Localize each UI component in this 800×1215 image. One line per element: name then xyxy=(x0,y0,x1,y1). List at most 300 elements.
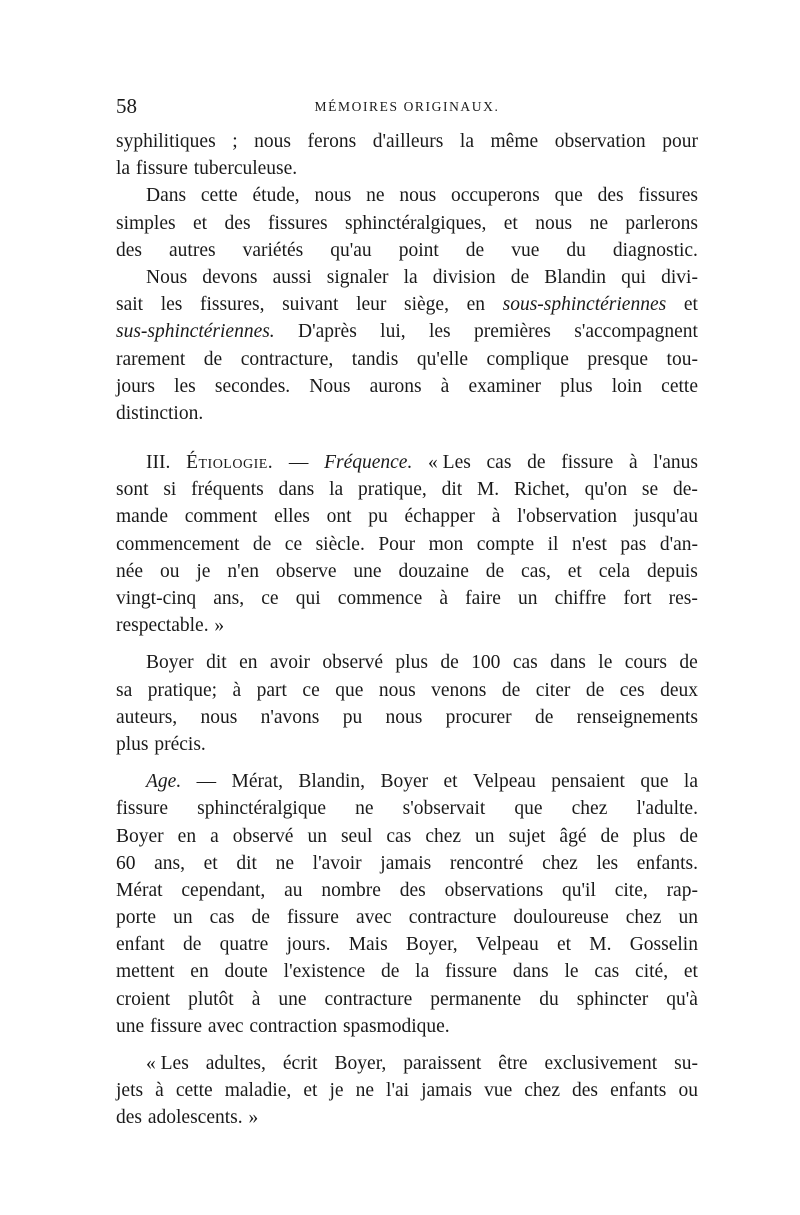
word: pratique; xyxy=(147,679,218,701)
word: ne xyxy=(366,185,385,207)
text-line xyxy=(116,182,698,209)
word: fort xyxy=(623,588,652,609)
word: des xyxy=(116,239,142,261)
word: jamais xyxy=(380,852,432,874)
word: presque xyxy=(587,348,649,370)
word: jusqu'au xyxy=(633,506,698,528)
word: nombre xyxy=(321,879,381,901)
word: sphinctéralgiques, xyxy=(345,212,487,234)
word: jets xyxy=(116,1080,144,1102)
word: renseignements xyxy=(576,706,698,728)
word: mettent xyxy=(116,961,175,983)
word: contracture xyxy=(324,988,413,1010)
word: chez xyxy=(571,798,608,820)
text-line xyxy=(116,373,698,400)
word: pu xyxy=(342,706,363,728)
word: adultes, xyxy=(205,1053,266,1074)
word: vue xyxy=(511,239,540,261)
word: observé xyxy=(322,652,384,674)
word: dans xyxy=(550,652,586,674)
word: Blandin, xyxy=(298,771,366,793)
text-line xyxy=(116,558,698,585)
word: que xyxy=(640,771,669,793)
word: vingt-cinq xyxy=(116,588,197,609)
word: 60 xyxy=(116,852,136,874)
word: et xyxy=(683,961,698,983)
word: devons xyxy=(202,266,258,288)
word: divi- xyxy=(661,266,698,288)
word: que xyxy=(335,679,364,701)
word: contracture xyxy=(408,907,497,929)
text-line xyxy=(116,128,698,155)
section-number: III. xyxy=(146,452,171,474)
word: un xyxy=(173,907,193,929)
word: siècle. xyxy=(315,533,365,555)
word: ans, xyxy=(154,852,186,874)
word: jours xyxy=(116,375,155,397)
word: fissure xyxy=(150,1015,202,1037)
word: un xyxy=(307,825,327,847)
word: de xyxy=(534,706,554,728)
italic-term: sous-sphinctériennes xyxy=(502,294,667,316)
word: Velpeau xyxy=(473,771,536,793)
text-line xyxy=(116,1104,698,1131)
word: auteurs, xyxy=(116,706,178,728)
word: cas xyxy=(512,652,538,674)
word: 100 xyxy=(471,652,501,674)
word: cité, xyxy=(635,961,669,983)
word: avec xyxy=(207,1015,244,1037)
word: de xyxy=(465,239,485,261)
word: commence xyxy=(337,588,423,609)
section-heading-line xyxy=(116,449,698,476)
word: l'avoir xyxy=(312,852,362,874)
word: D'après xyxy=(298,321,357,343)
word: citer xyxy=(535,679,571,701)
word: de xyxy=(585,679,605,701)
word: depuis xyxy=(646,560,698,582)
word: cours xyxy=(624,652,668,674)
word: un xyxy=(475,825,495,847)
word: la xyxy=(329,479,344,501)
word: cette xyxy=(200,185,238,207)
word: ou xyxy=(678,1080,698,1102)
word: des xyxy=(224,212,251,234)
text-line xyxy=(116,585,698,612)
word: écrit xyxy=(282,1053,318,1074)
word: observe xyxy=(275,560,337,582)
word: a xyxy=(210,825,219,847)
word: examiner xyxy=(468,375,541,397)
word: d'ailleurs xyxy=(372,131,444,152)
word: qui xyxy=(621,266,647,288)
text-line xyxy=(116,318,698,345)
word: chiffre xyxy=(554,588,607,609)
word: maladie, xyxy=(224,1080,292,1102)
word: loin xyxy=(611,375,643,397)
word: quatre xyxy=(219,934,269,956)
word: cas xyxy=(486,452,512,474)
word: spasmodique. xyxy=(342,1015,450,1037)
word: autres xyxy=(169,239,216,261)
word: de xyxy=(485,560,505,582)
word: nous xyxy=(378,679,416,701)
word: douzaine xyxy=(398,560,469,582)
word: chez xyxy=(425,825,462,847)
text-line xyxy=(116,612,698,639)
paragraph-gap xyxy=(116,1040,698,1050)
word: fissures xyxy=(638,185,698,207)
word: Mais xyxy=(348,934,388,956)
word: cite, xyxy=(614,879,648,901)
word: chez xyxy=(625,907,662,929)
word: nous xyxy=(385,706,423,728)
text-line xyxy=(116,531,698,558)
word: en xyxy=(466,294,485,316)
word: enfants. xyxy=(636,852,698,874)
word: qu'au xyxy=(330,239,372,261)
word: les xyxy=(174,375,196,397)
word: faire xyxy=(465,588,501,609)
word: Gosselin xyxy=(629,934,698,956)
word: contraction xyxy=(249,1015,338,1037)
text-line xyxy=(116,155,698,182)
word: jours. xyxy=(286,934,331,956)
word: observé xyxy=(232,825,294,847)
word: les xyxy=(428,321,451,343)
word: ne xyxy=(275,852,295,874)
word: je xyxy=(329,1080,344,1102)
word: de xyxy=(440,652,459,674)
paragraph-gap xyxy=(116,758,698,768)
word: cas xyxy=(594,961,620,983)
word: l'existence xyxy=(283,961,366,983)
word: la xyxy=(415,961,430,983)
word: observation xyxy=(554,131,646,152)
word: occuperons xyxy=(450,185,540,207)
text-line xyxy=(116,877,698,904)
word: premières xyxy=(474,321,551,343)
word: sont xyxy=(116,479,149,501)
word: à xyxy=(232,679,242,701)
word: leur xyxy=(356,294,387,316)
word: dit xyxy=(236,852,257,874)
word: elles xyxy=(274,506,310,528)
word: fissures xyxy=(267,212,328,234)
word: croient xyxy=(116,988,171,1010)
word: dans xyxy=(512,961,549,983)
word: ce xyxy=(284,533,303,555)
word: et xyxy=(203,852,218,874)
word: échapper xyxy=(404,506,475,528)
word: cela xyxy=(598,560,631,582)
word: douloureuse xyxy=(513,907,609,929)
word: ans, xyxy=(213,588,245,609)
word: je xyxy=(196,560,211,582)
word: simples xyxy=(116,212,176,234)
word: point xyxy=(398,239,439,261)
word: qu'elle xyxy=(416,348,469,370)
word: chez xyxy=(542,852,578,874)
word: Pour xyxy=(378,533,416,555)
word: diagnostic. xyxy=(612,239,698,261)
word: de- xyxy=(672,479,698,501)
word: deux xyxy=(660,679,698,701)
text-line xyxy=(116,503,698,530)
word: du xyxy=(566,239,586,261)
text-line xyxy=(116,931,698,958)
word: une xyxy=(278,988,307,1010)
word: nous xyxy=(535,212,573,234)
word: suivant xyxy=(282,294,339,316)
word: se xyxy=(641,479,659,501)
word: lui, xyxy=(380,321,406,343)
word: fissure xyxy=(561,452,614,474)
word: signaler xyxy=(326,266,389,288)
word: variétés xyxy=(242,239,304,261)
word: enfants xyxy=(610,1080,667,1102)
word: de xyxy=(600,825,619,847)
word: Boyer xyxy=(116,825,164,847)
word: pour xyxy=(662,131,698,152)
word: la xyxy=(459,131,474,152)
word: à xyxy=(628,452,638,474)
word: respectable. xyxy=(116,615,209,637)
word: une xyxy=(353,560,382,582)
word: et xyxy=(193,212,208,234)
word: de xyxy=(510,266,530,288)
word: fissure xyxy=(116,798,168,820)
body-text xyxy=(116,128,698,1132)
word: des xyxy=(116,1107,142,1129)
word: être xyxy=(498,1053,528,1074)
word: fissures, xyxy=(200,294,265,316)
word: et xyxy=(303,1080,318,1102)
word: nous xyxy=(254,131,291,152)
paragraph-gap xyxy=(116,639,698,649)
section-title: Étiologie. xyxy=(186,452,274,474)
word: res- xyxy=(668,588,698,609)
word: secondes. xyxy=(214,375,291,397)
word: Boyer xyxy=(146,652,194,674)
text-line xyxy=(116,346,698,373)
word: un xyxy=(517,588,538,609)
word: nous xyxy=(314,185,352,207)
word: plus xyxy=(560,375,593,397)
word: de xyxy=(501,679,521,701)
word: ne xyxy=(589,212,608,234)
word: qu'il xyxy=(562,879,596,901)
word: du xyxy=(539,988,559,1010)
subsection-title: Fréquence. xyxy=(324,452,413,474)
word: Dans xyxy=(146,185,187,207)
word: ne xyxy=(355,798,374,820)
word: plus xyxy=(395,652,428,674)
word: Boyer xyxy=(380,771,429,793)
word: l'adulte. xyxy=(636,798,698,820)
text-line xyxy=(116,958,698,985)
word: jamais xyxy=(421,1080,473,1102)
word: et xyxy=(503,212,518,234)
word: procurer xyxy=(445,706,512,728)
word: doute xyxy=(224,961,268,983)
text-line xyxy=(116,986,698,1013)
word: les xyxy=(160,294,183,316)
word: ces xyxy=(619,679,645,701)
word: la xyxy=(116,158,131,180)
text-line xyxy=(116,1050,698,1077)
word: la xyxy=(403,266,418,288)
word: fissure xyxy=(286,907,339,929)
word: des xyxy=(572,1080,599,1102)
word: le xyxy=(564,961,579,983)
word: sphincter xyxy=(576,988,649,1010)
word: en xyxy=(239,652,258,674)
word: comment xyxy=(184,506,258,528)
word: à xyxy=(155,1080,164,1102)
word: étude, xyxy=(252,185,300,207)
word: ferons xyxy=(307,131,357,152)
text-line xyxy=(116,210,698,237)
word: cette xyxy=(175,1080,213,1102)
word: pratique, xyxy=(357,479,427,501)
word: paraissent xyxy=(403,1053,482,1074)
word: Mérat, xyxy=(231,771,283,793)
word: précis. xyxy=(154,733,206,755)
text-line xyxy=(116,237,698,264)
word: Richet, xyxy=(514,479,570,501)
word: ce xyxy=(302,679,320,701)
word: mande xyxy=(116,506,168,528)
word: nous xyxy=(200,706,238,728)
word: M. xyxy=(589,934,612,956)
word: syphilitiques xyxy=(116,131,216,152)
italic-term: Age. xyxy=(146,771,182,793)
text-line xyxy=(116,1013,698,1040)
word: si xyxy=(163,479,177,501)
word: de xyxy=(252,533,272,555)
word: d'an- xyxy=(659,533,698,555)
word: s'accompagnent xyxy=(574,321,698,343)
word: cas xyxy=(209,907,235,929)
word: même xyxy=(490,131,539,152)
word: ont xyxy=(326,506,352,528)
word: et xyxy=(683,294,698,316)
word: de xyxy=(679,652,698,674)
word: des xyxy=(399,879,426,901)
word: avec xyxy=(355,907,392,929)
word: plutôt xyxy=(188,988,234,1010)
word: venons xyxy=(431,679,487,701)
word: plus xyxy=(116,733,149,755)
word: vue xyxy=(484,1080,513,1102)
word: la xyxy=(683,771,698,793)
word: siège, xyxy=(404,294,449,316)
word: rencontré xyxy=(449,852,524,874)
word: Mérat xyxy=(116,879,163,901)
word: qu'à xyxy=(666,988,698,1010)
word: Blandin xyxy=(544,266,606,288)
text-line xyxy=(116,1077,698,1104)
word: aurons xyxy=(369,375,422,397)
word: ou xyxy=(159,560,180,582)
word: cependant, xyxy=(181,879,266,901)
word: « Les xyxy=(428,452,471,474)
word: avoir xyxy=(269,652,310,674)
word: sa xyxy=(116,679,133,701)
word: su- xyxy=(674,1053,698,1074)
word: aussi xyxy=(272,266,312,288)
word: et xyxy=(443,771,458,793)
word: née xyxy=(116,560,144,582)
text-line xyxy=(116,649,698,676)
word: nous xyxy=(399,185,437,207)
word: seul xyxy=(340,825,373,847)
word: et xyxy=(567,560,582,582)
word: de xyxy=(527,452,546,474)
word: sphinctéralgique xyxy=(197,798,326,820)
word: fréquents xyxy=(191,479,264,501)
word: n'avons xyxy=(260,706,320,728)
word: M. xyxy=(476,479,500,501)
word: sait xyxy=(116,294,144,316)
word: cas, xyxy=(521,560,551,582)
word: des xyxy=(597,185,624,207)
word: pas xyxy=(620,533,647,555)
word: l'observation xyxy=(517,506,618,528)
word: rarement xyxy=(116,348,186,370)
word: porte xyxy=(116,907,157,929)
word: cas xyxy=(386,825,412,847)
word: fissure xyxy=(445,961,498,983)
word: de xyxy=(251,907,270,929)
italic-term: sus-sphinctériennes. xyxy=(116,321,275,343)
word: le xyxy=(598,652,613,674)
section-gap xyxy=(116,427,698,449)
word: contracture, xyxy=(240,348,334,370)
word: à xyxy=(440,375,450,397)
word: compte xyxy=(476,533,535,555)
text-line xyxy=(116,400,698,427)
word: l'anus xyxy=(653,452,698,474)
word: part xyxy=(256,679,287,701)
word: enfant xyxy=(116,934,165,956)
word: sujet xyxy=(508,825,546,847)
word: » xyxy=(248,1107,259,1129)
text-line xyxy=(116,264,698,291)
word: une xyxy=(116,1015,145,1037)
text-line xyxy=(116,768,698,795)
word: que xyxy=(554,185,583,207)
word: mon xyxy=(428,533,464,555)
word: commencement xyxy=(116,533,240,555)
word: qui xyxy=(295,588,321,609)
word: — xyxy=(196,771,217,793)
word: permanente xyxy=(430,988,522,1010)
word: dans xyxy=(278,479,315,501)
word: de xyxy=(380,961,400,983)
word: n'en xyxy=(227,560,259,582)
word: de xyxy=(203,348,223,370)
running-head: MÉMOIRES ORIGINAUX. xyxy=(314,99,500,114)
word: division xyxy=(432,266,496,288)
word: parlerons xyxy=(625,212,698,234)
text-line xyxy=(116,823,698,850)
text-line xyxy=(116,904,698,931)
word: dit xyxy=(441,479,463,501)
word: un xyxy=(678,907,698,929)
word: tou- xyxy=(666,348,698,370)
